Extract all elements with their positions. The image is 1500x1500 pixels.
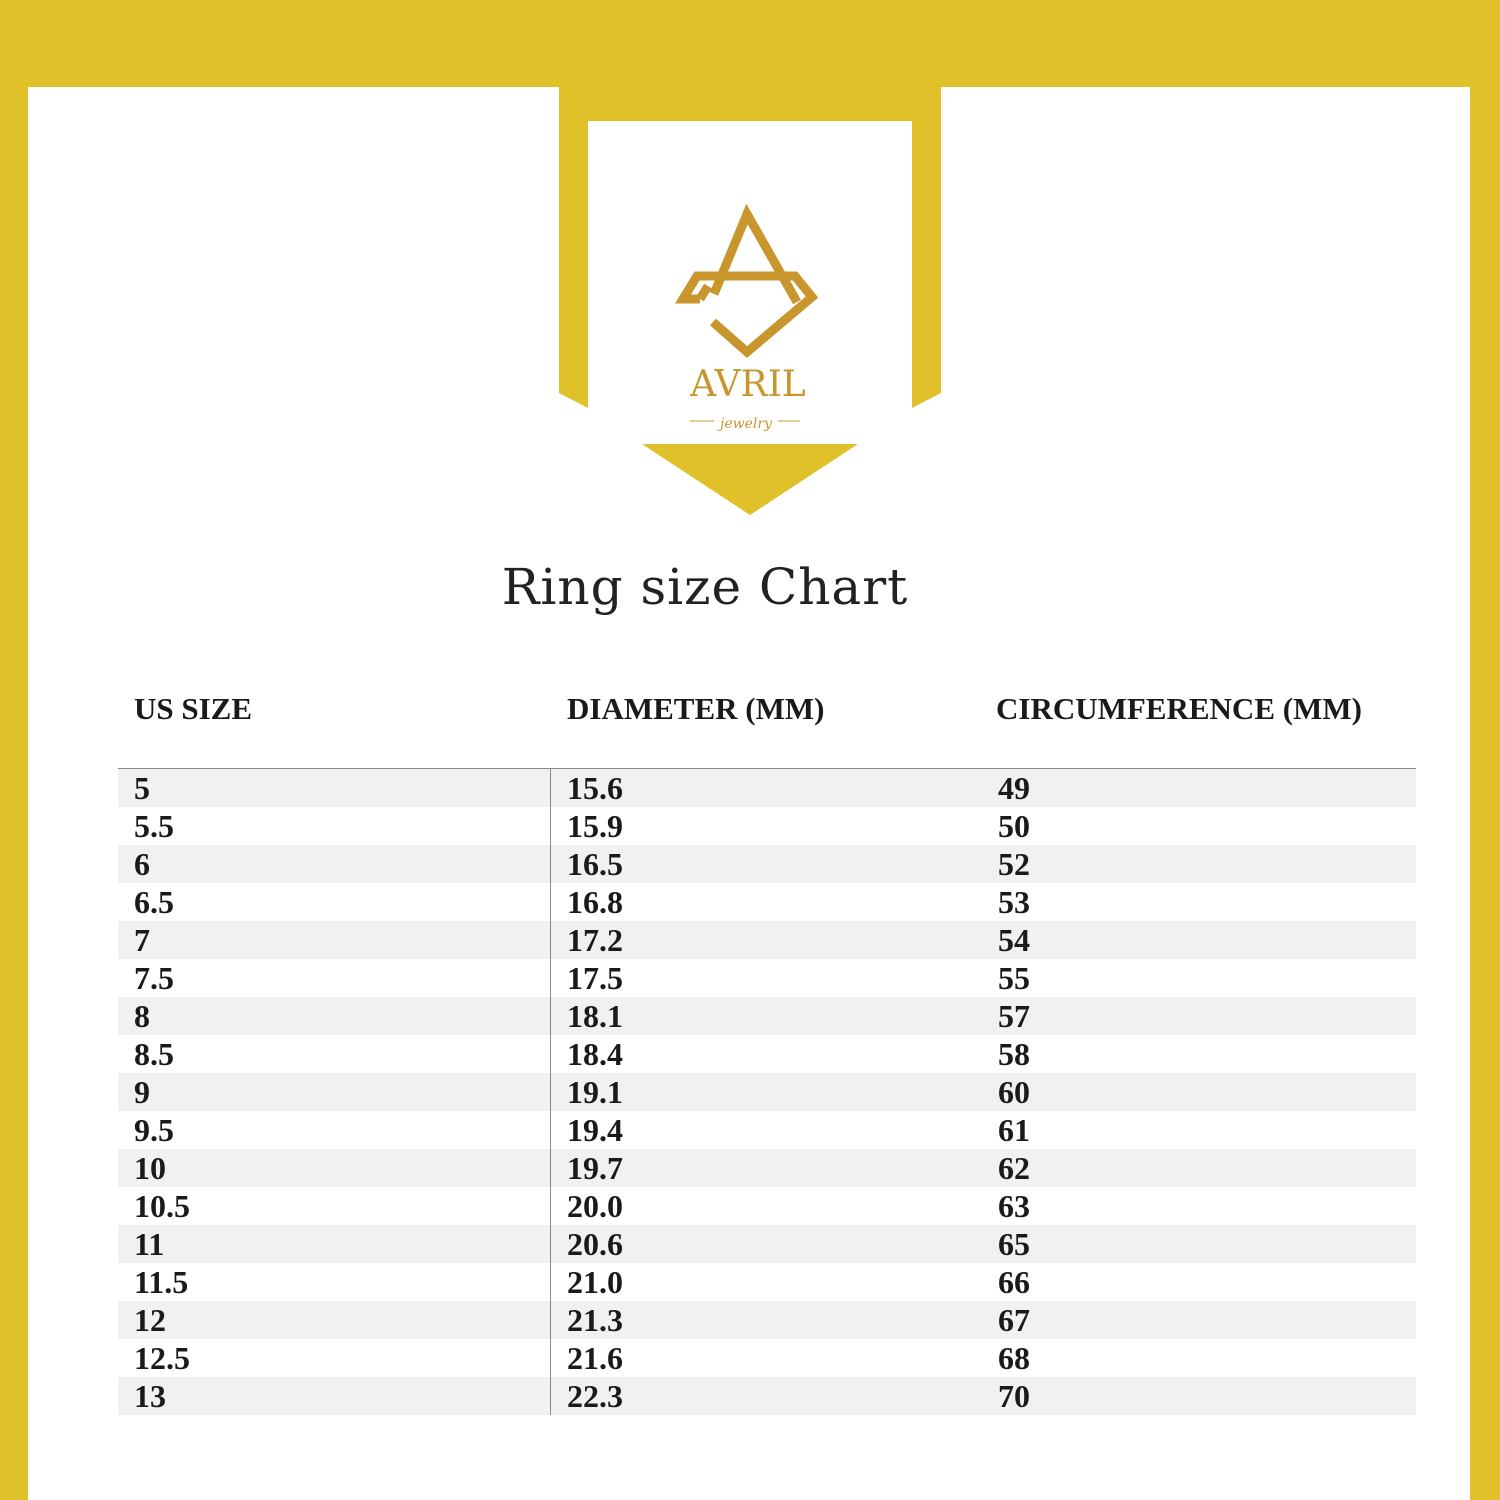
brand-tagline: jewelry: [720, 416, 772, 432]
cell-us-size: 11: [134, 1226, 165, 1262]
cell-us-size: 8.5: [134, 1036, 174, 1072]
header-us-size: US SIZE: [134, 691, 253, 726]
cell-diameter: 19.4: [550, 1111, 982, 1149]
table-row: [118, 1187, 1416, 1225]
cell-circumference: 65: [998, 1226, 1030, 1262]
table-row: [118, 1111, 1416, 1149]
cell-us-size: 6: [134, 846, 150, 882]
cell-diameter: 21.6: [550, 1339, 982, 1377]
cell-diameter: 18.4: [550, 1035, 982, 1073]
cell-diameter: 20.6: [550, 1225, 982, 1263]
cell-us-size: 7.5: [134, 960, 174, 996]
cell-diameter: 17.2: [550, 921, 982, 959]
cell-circumference: 68: [998, 1340, 1030, 1376]
cell-circumference: 70: [998, 1378, 1030, 1414]
avril-logo-icon: [683, 214, 812, 352]
cell-circumference: 62: [998, 1150, 1030, 1186]
header-diameter: DIAMETER (MM): [567, 691, 825, 726]
table-row: [118, 1301, 1416, 1339]
logo-banner: [0, 0, 1500, 530]
cell-us-size: 9.5: [134, 1112, 174, 1148]
cell-us-size: 13: [134, 1378, 166, 1414]
cell-us-size: 5: [134, 770, 150, 806]
cell-us-size: 7: [134, 922, 150, 958]
cell-us-size: 11.5: [134, 1264, 189, 1300]
header-circumference: CIRCUMFERENCE (MM): [996, 691, 1362, 726]
cell-us-size: 9: [134, 1074, 150, 1110]
table-row: [118, 807, 1416, 845]
cell-circumference: 55: [998, 960, 1030, 996]
cell-diameter: 18.1: [550, 997, 982, 1035]
cell-circumference: 54: [998, 922, 1030, 958]
table-row: [118, 1149, 1416, 1187]
cell-circumference: 50: [998, 808, 1030, 844]
cell-diameter: 20.0: [550, 1187, 982, 1225]
table-row: [118, 1339, 1416, 1377]
cell-us-size: 5.5: [134, 808, 174, 844]
cell-diameter: 15.9: [550, 807, 982, 845]
cell-us-size: 12: [134, 1302, 166, 1338]
page-title: Ring size Chart: [501, 558, 909, 616]
table-row: [118, 1035, 1416, 1073]
cell-diameter: 15.6: [550, 769, 982, 807]
cell-circumference: 60: [998, 1074, 1030, 1110]
table-header: [118, 690, 1416, 769]
cell-diameter: 21.3: [550, 1301, 982, 1339]
cell-diameter: 17.5: [550, 959, 982, 997]
cell-circumference: 66: [998, 1264, 1030, 1300]
cell-circumference: 63: [998, 1188, 1030, 1224]
cell-diameter: 19.1: [550, 1073, 982, 1111]
cell-us-size: 8: [134, 998, 150, 1034]
cell-us-size: 6.5: [134, 884, 174, 920]
cell-circumference: 67: [998, 1302, 1030, 1338]
brand-name: AVRIL: [690, 364, 806, 405]
cell-circumference: 49: [998, 770, 1030, 806]
chevron-down-icon: [642, 444, 858, 515]
cell-diameter: 16.8: [550, 883, 982, 921]
table-row: [118, 1377, 1416, 1415]
table-row: [118, 769, 1416, 807]
cell-circumference: 53: [998, 884, 1030, 920]
cell-circumference: 58: [998, 1036, 1030, 1072]
cell-us-size: 12.5: [134, 1340, 190, 1376]
cell-us-size: 10.5: [134, 1188, 190, 1224]
table-row: [118, 883, 1416, 921]
table-row: [118, 921, 1416, 959]
table-row: [118, 1225, 1416, 1263]
ring-size-table: [118, 690, 1416, 1415]
cell-us-size: 10: [134, 1150, 166, 1186]
table-row: [118, 1263, 1416, 1301]
cell-diameter: 16.5: [550, 845, 982, 883]
table-row: [118, 997, 1416, 1035]
cell-diameter: 21.0: [550, 1263, 982, 1301]
table-row: [118, 845, 1416, 883]
cell-circumference: 52: [998, 846, 1030, 882]
cell-diameter: 22.3: [550, 1377, 982, 1415]
cell-diameter: 19.7: [550, 1149, 982, 1187]
cell-circumference: 61: [998, 1112, 1030, 1148]
cell-circumference: 57: [998, 998, 1030, 1034]
table-row: [118, 959, 1416, 997]
table-row: [118, 1073, 1416, 1111]
